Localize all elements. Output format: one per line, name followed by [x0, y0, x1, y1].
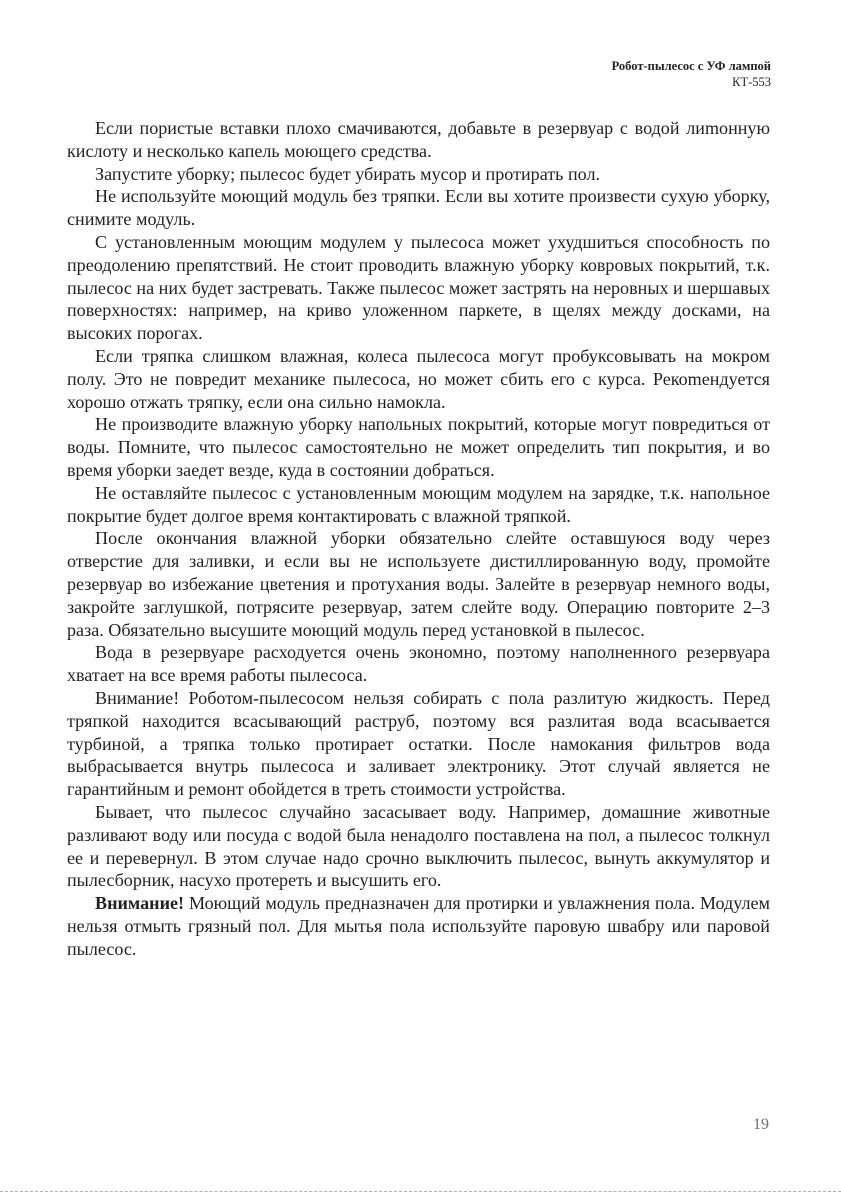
paragraph: После окончания влажной уборки обязательно слейте оставшуюся воду через отверстие для заливки, и если вы не используете дистиллированную воду, промойте резервуар во избежание цветения и протухания воды. Залейте в резервуар немного воды, закройте заглушкой, потрясите резервуар, затем слейте воду. Операцию повторите 2–3 раза. Обязательно высушите моющий модуль перед установкой в пылесос. — [67, 528, 770, 640]
header-model: КТ-553 — [732, 75, 771, 89]
header-title: Робот-пылесос с УФ лампой — [611, 59, 771, 73]
running-header — [612, 58, 771, 90]
warning-text: Моющий модуль предназначен для протирки и увлажнения пола. Модулем нельзя отмыть грязный пол. Для мытья пола используйте паровую швабру или паровой пылесос. — [67, 893, 770, 959]
paragraph: Если тряпка слишком влажная, колеса пылесоса могут пробуксовывать на мокром полу. Это не повредит механике пылесоса, но может сбить его с курса. Рекоmендуется хорошо отжать тряпку, если она сильно намокла. — [67, 345, 770, 412]
paragraph: Бывает, что пылесос случайно засасывает воду. Например, домашние животные разливают воду или посуда с водой была ненадолго поставлена на пол, а пылесос толкнул ее и перевернул. В этом случае надо срочно выключить пылесос, вынуть аккумулятор и пылесборник, насухо протереть и высушить его. — [67, 801, 770, 891]
paragraph: Не производите влажную уборку напольных покрытий, которые могут повредиться от воды. Помните, что пылесос самостоятельно не может определить тип покрытия, и во время уборки заедет везде, куда в состоянии добраться. — [67, 414, 770, 480]
paragraph: Если пористые вставки плохо смачиваются, добавьте в резервуар с водой лиmонную кислоту и несколько капель моющего средства. — [67, 118, 770, 161]
warning-label: Внимание! — [95, 893, 185, 914]
body-text — [67, 117, 770, 960]
paragraph: Не оставляйте пылесос с установленным моющим модулем на зарядке, т.к. напольное покрытие будет долгое время контактировать с влажной тряпкой. — [67, 482, 770, 526]
paragraph: Вода в резервуаре расходуется очень экономно, поэтому наполненного резервуара хватает на все время работы пылесоса. — [67, 642, 770, 686]
paragraph: Не используйте моющий модуль без тряпки. Если вы хотите произвести сухую уборку, снимите модуль. — [67, 186, 770, 230]
page-bottom-rule — [0, 1191, 841, 1192]
paragraph-warning — [67, 892, 770, 960]
page-number: 19 — [753, 1116, 769, 1133]
paragraph: Внимание! Роботом-пылесосом нельзя собирать с пола разлитую жидкость. Перед тряпкой находится всасывающий раструб, поэтому вся разлитая вода всасывается турбиной, а тряпка только протирает остатки. После намокания фильтров вода выбрасывается внутрь пылесоса и заливает электронику. Этот случай является не гарантийным и ремонт обойдется в треть стоимости устройства. — [67, 687, 770, 800]
paragraph: С установленным моющим модулем у пылесоса может ухудшиться способность по преодолению препятствий. Не стоит проводить влажную уборку ковровых покрытий, т.к. пылесос на них будет застревать. Также пылесос может застрять на неровных и шершавых поверхностях: например, на криво уложенном паркете, в щелях между досками, на высоких порогах. — [67, 231, 770, 344]
paragraph: Запустите уборку; пылесос будет убирать мусор и протирать пол. — [95, 163, 600, 184]
